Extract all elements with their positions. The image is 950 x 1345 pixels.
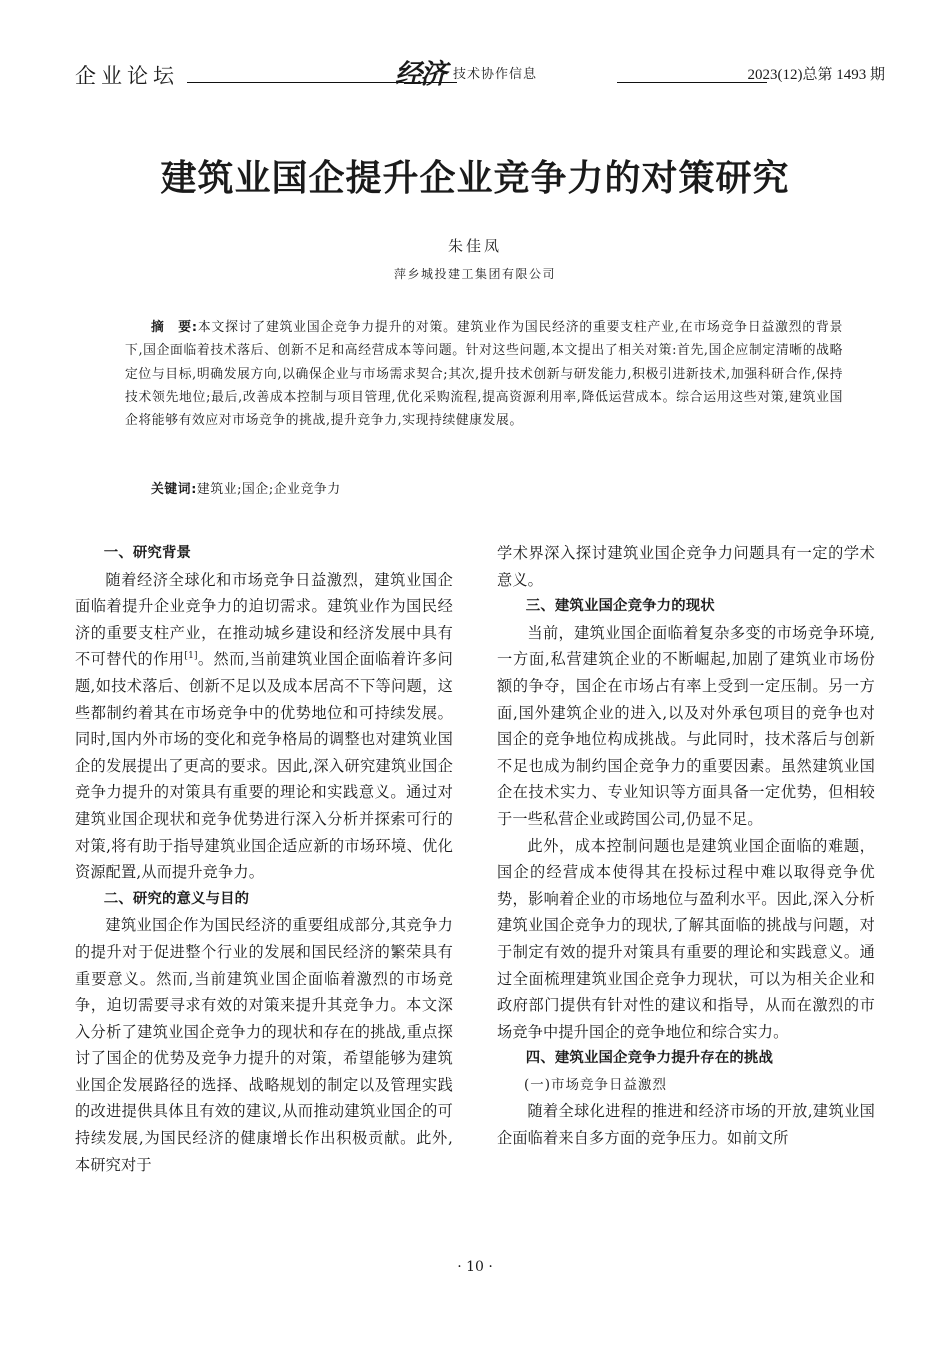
body-column-left bbox=[75, 540, 453, 1178]
page-number: · 10 · bbox=[457, 1259, 493, 1275]
article-author: 朱佳凤 bbox=[447, 237, 502, 255]
keywords-text: 建筑业;国企;企业竞争力 bbox=[196, 482, 341, 497]
section-label: 企业论坛 bbox=[75, 64, 179, 88]
body-column-right bbox=[497, 540, 875, 1152]
abstract-label: 摘 要: bbox=[151, 320, 198, 335]
paragraph: 建筑业国企作为国民经济的重要组成部分,其竞争力的提升对于促进整个行业的发展和国民经济的繁荣具有重要意义。然而,当前建筑业国企面临着激烈的市场竞争，迫切需要寻求有效的对策来提升其竞争力。本文深入分析了建筑业国企竞争力的现状和存在的挑战,重点探讨了国企的优势及竞争力提升的对策，希望能够为建筑业国企发展路径的选择、战略规划的制定以及管理实践的改进提供具体且有效的建议,从而推动建筑业国企的可持续发展,为国民经济的健康增长作出积极贡献。此外,本研究对于 bbox=[75, 916, 453, 1174]
header-rule-right bbox=[617, 82, 767, 83]
author-affiliation: 萍乡城投建工集团有限公司 bbox=[393, 267, 556, 281]
issue-info: 2023(12)总第 1493 期 bbox=[747, 67, 885, 83]
abstract-text: 本文探讨了建筑业国企竞争力提升的对策。建筑业作为国民经济的重要支柱产业,在市场竞争日益激烈的背景下,国企面临着技术落后、创新不足和高经营成本等问题。针对这些问题,本文提出了相关对策:首先,国企应制定清晰的战略定位与目标,明确发展方向,以确保企业与市场需求契合;其次,提升技术创新与研发能力,积极引进新技术,加强科研合作,保持技术领先地位;最后,改善成本控制与项目管理,优化采购流程,提高资源利用率,降低运营成本。综合运用这些对策,建筑业国企将能够有效应对市场竞争的挑战,提升竞争力,实现持续健康发展。 bbox=[125, 320, 843, 429]
paragraph bbox=[75, 567, 453, 886]
section-heading: 三、建筑业国企竞争力的现状 bbox=[525, 598, 715, 615]
article-title: 建筑业国企提升企业竞争力的对策研究 bbox=[160, 158, 790, 199]
paragraph: 当前，建筑业国企面临着复杂多变的市场竞争环境,一方面,私营建筑企业的不断崛起,加剧了建筑业市场份额的争夺，国企在市场占有率上受到一定压制。另一方面,国外建筑企业的进入,以及对外承包项目的竞争也对国企的竞争地位构成挑战。与此同时，技术落后与创新不足也成为制约国企竞争力的重要因素。虽然建筑业国企在技术实力、专业知识等方面具备一定优势，但相较于一些私营企业或跨国公司,仍显不足。 bbox=[497, 623, 875, 828]
paragraph: 随着全球化进程的推进和经济市场的开放,建筑业国企面临着来自多方面的竞争压力。如前文所 bbox=[497, 1102, 875, 1148]
section-heading: 一、研究背景 bbox=[103, 545, 192, 561]
paragraph: 此外，成本控制问题也是建筑业国企面临的难题，国企的经营成本使得其在投标过程中难以取得竞争优势，影响着企业的市场地位与盈利水平。因此,深入分析建筑业国企竞争力的现状,了解其面临的挑战与问题，对于制定有效的提升对策具有重要的理论和实践意义。通过全面梳理建筑业国企竞争力现状，可以为相关企业和政府部门提供有针对性的建议和指导，从而在激烈的市场竞争中提升国企的竞争地位和综合实力。 bbox=[497, 836, 875, 1041]
abstract bbox=[125, 316, 843, 432]
keywords bbox=[151, 478, 341, 497]
page-header bbox=[75, 52, 885, 94]
section-heading: 四、建筑业国企竞争力提升存在的挑战 bbox=[525, 1050, 773, 1067]
paragraph-text: 随着经济全球化和市场竞争日益激烈，建筑业国企面临着提升企业竞争力的迫切需求。建筑业作为国民经济的重要支柱产业，在推动城乡建设和经济发展中具有不可替代的作用 bbox=[75, 570, 453, 669]
citation-ref: [1] bbox=[184, 651, 198, 662]
section-heading: 二、研究的意义与目的 bbox=[103, 890, 250, 907]
paragraph-continued: 学术界深入探讨建筑业国企竞争力问题具有一定的学术意义。 bbox=[497, 544, 875, 589]
subsection-heading: (一)市场竞争日益激烈 bbox=[524, 1076, 668, 1093]
journal-subtitle: 技术协作信息 bbox=[453, 67, 538, 82]
journal-logo: 经济 bbox=[395, 59, 445, 90]
keywords-label: 关键词: bbox=[151, 482, 197, 497]
paragraph-text: 。然而,当前建筑业国企面临着许多问题,如技术落后、创新不足以及成本居高不下等问题，这些都制约着其在市场竞争中的优势地位和可持续发展。同时,国内外市场的变化和竞争格局的调整也对建筑业国企的发展提出了更高的要求。因此,深入研究建筑业国企竞争力提升的对策具有重要的理论和实践意义。通过对建筑业国企现状和竞争优势进行深入分析并探索可行的对策,将有助于指导建筑业国企适应新的市场环境、优化资源配置,从而提升竞争力。 bbox=[75, 650, 453, 882]
